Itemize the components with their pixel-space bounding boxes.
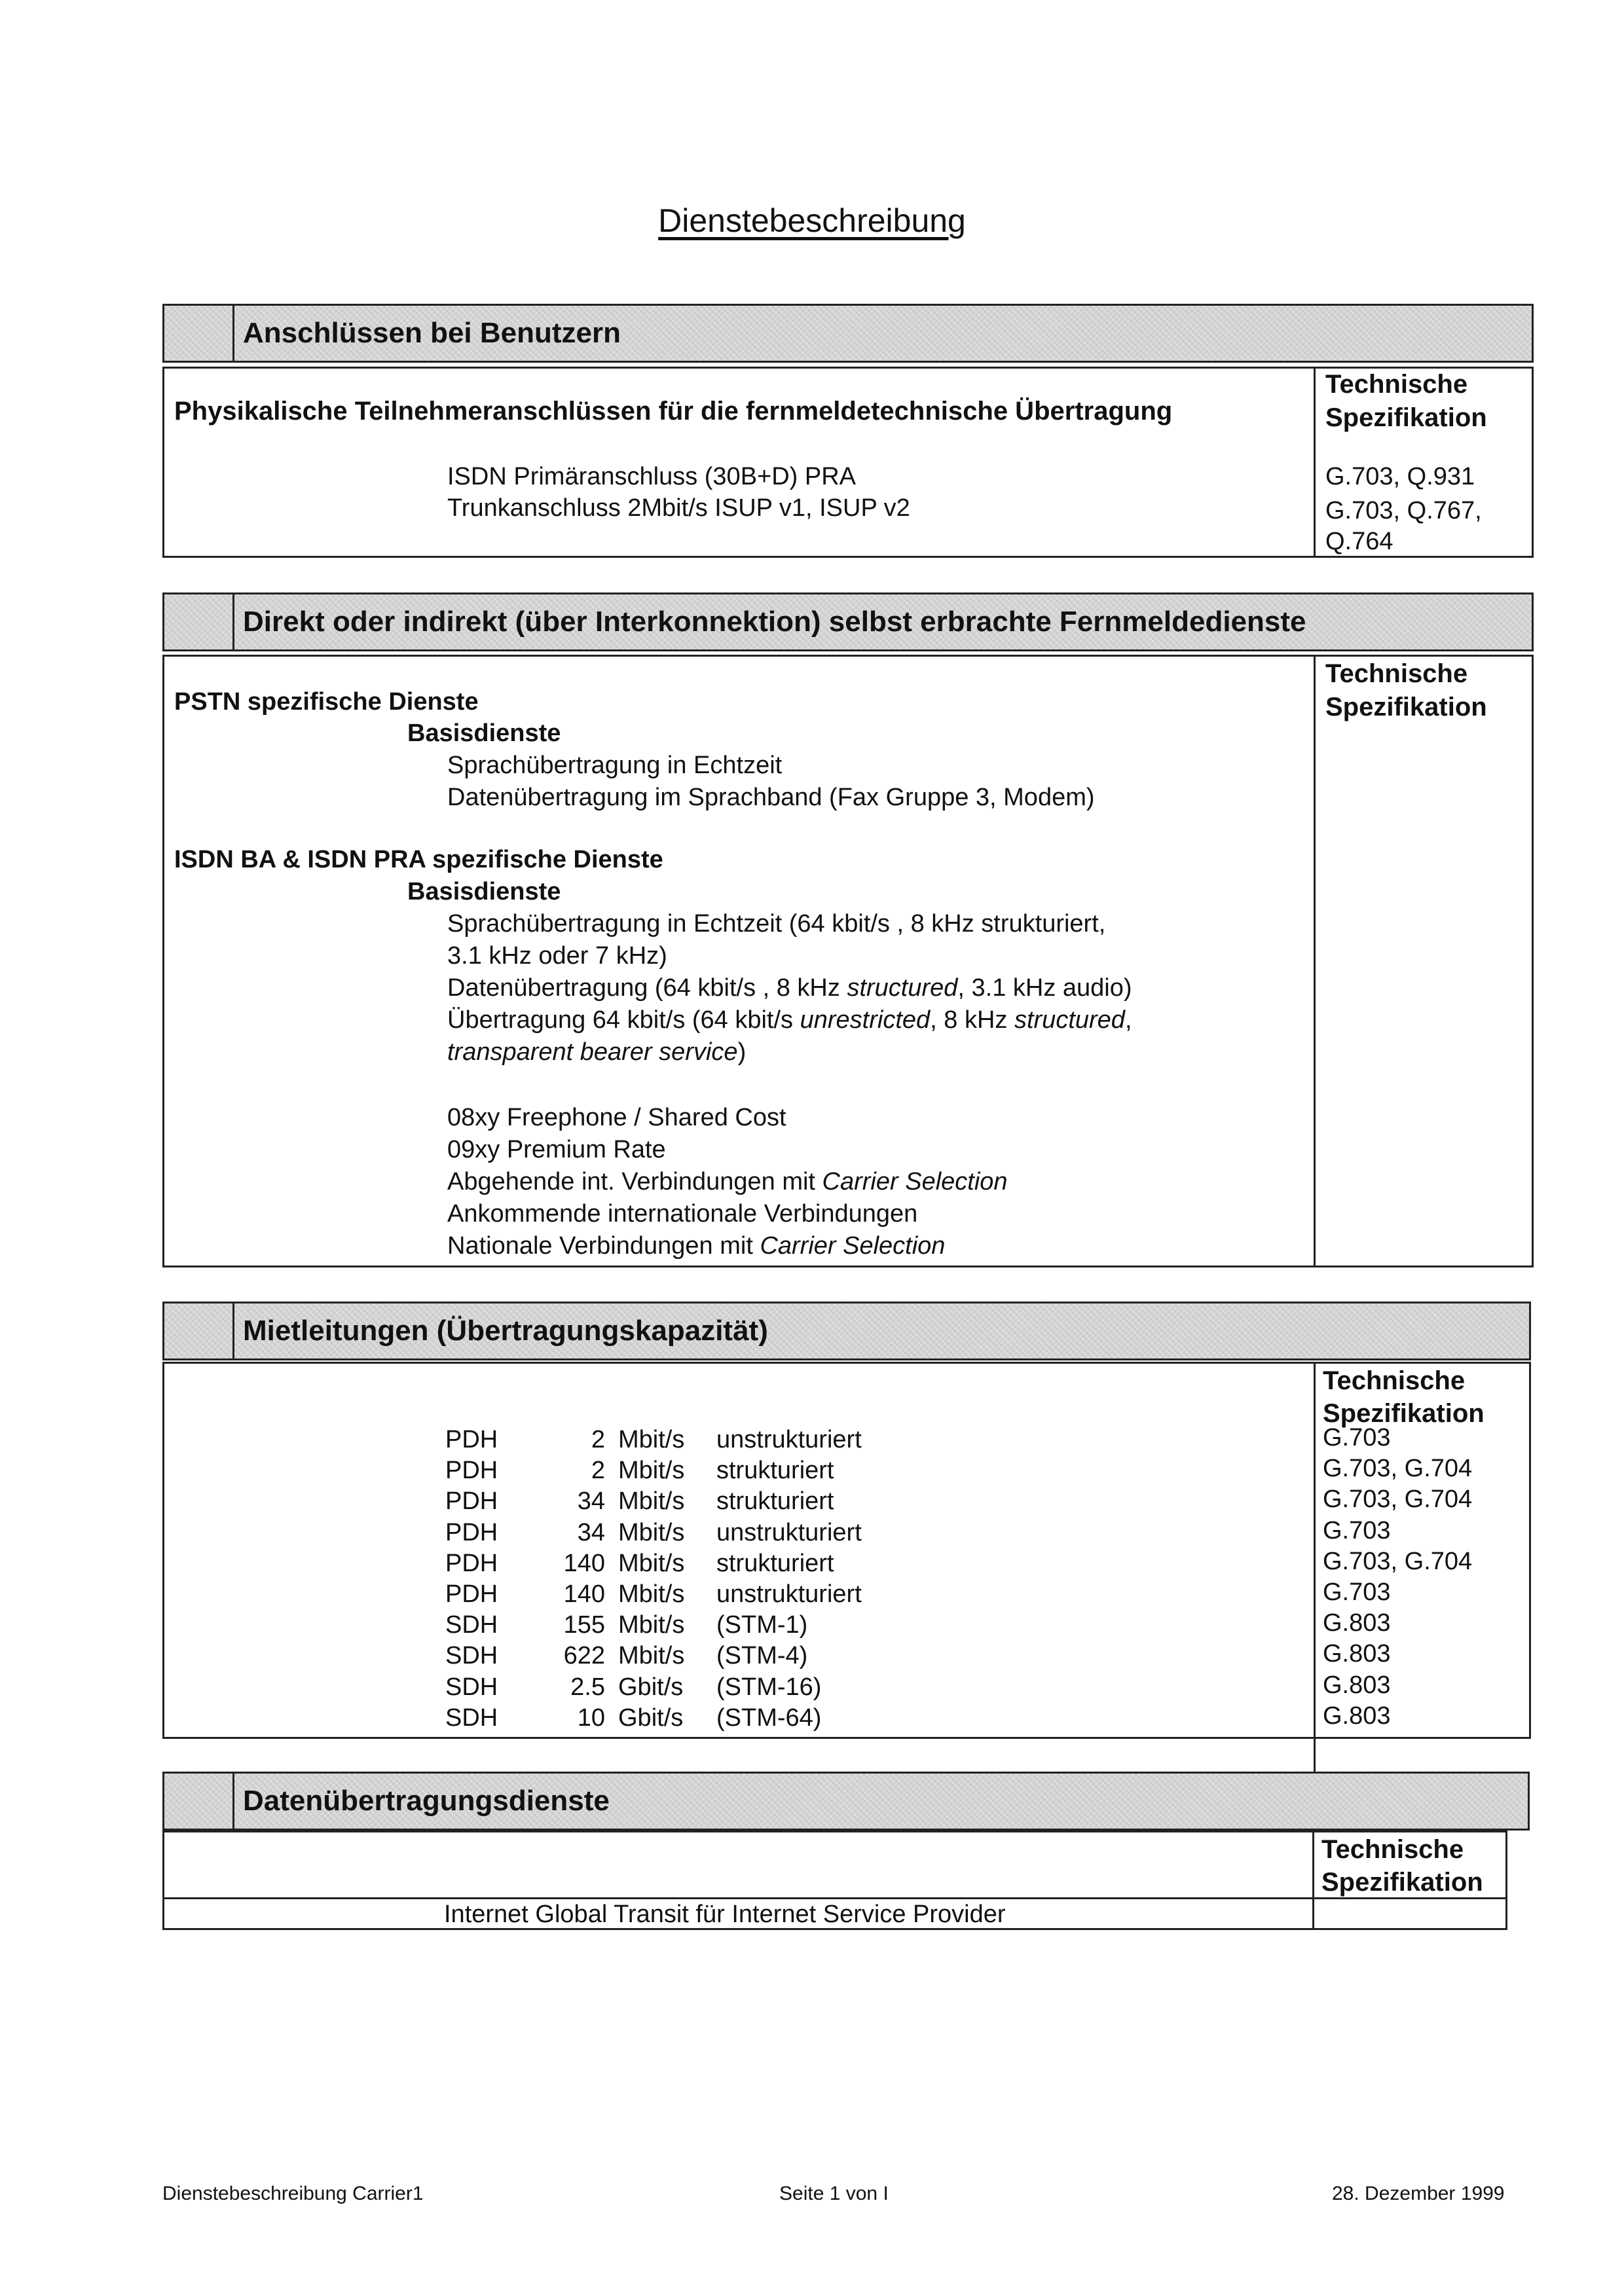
leased-line-rate: 155 [563,1611,605,1639]
section-1-spec-divider [1314,367,1316,558]
leased-line-type: unstrukturiert [716,1519,862,1546]
leased-line-row [445,1704,926,1732]
leased-line-tech: SDH [445,1673,498,1701]
leased-line-rate: 2 [591,1426,605,1453]
leased-line-spec: G.803 [1323,1609,1391,1637]
section-1-heading: Anschlüssen bei Benutzern [243,317,621,349]
section-4-item: Internet Global Transit für Internet Service Provider [444,1901,1006,1928]
leased-line-row [445,1519,926,1547]
leased-line-type: (STM-16) [716,1673,822,1701]
isdn-line-1: Sprachübertragung in Echtzeit (64 kbit/s , 8 kHz strukturiert, [447,910,1106,938]
section-3-spec-header-1: Technische [1323,1366,1466,1395]
leased-line-rate: 34 [577,1519,605,1546]
section-4-spec-divider [1312,1831,1314,1930]
isdn-line-3 [447,972,1132,1004]
leased-line-unit: Mbit/s [618,1426,685,1453]
leased-line-tech: PDH [445,1457,498,1484]
leased-line-row [445,1550,926,1578]
leased-line-rate: 140 [563,1550,605,1577]
extra-line-3-b: Carrier Selection [822,1168,1008,1195]
leased-line-type: strukturiert [716,1550,834,1577]
section-1-item-2-text: Trunkanschluss 2Mbit/s ISUP v1, ISUP v2 [447,494,910,522]
section-4-spec-header-1: Technische [1321,1835,1464,1864]
section-2-header [162,592,1534,651]
leased-line-spec: G.703, G.704 [1323,1455,1473,1482]
section-1-item-2-spec-1: G.703, Q.767, [1325,497,1482,524]
leased-line-spec: G.803 [1323,1702,1391,1730]
section-4-spec-header-2: Spezifikation [1321,1868,1483,1897]
leased-line-spec: G.803 [1323,1671,1391,1699]
leased-line-spec: G.703 [1323,1424,1391,1451]
section-4-heading: Datenübertragungsdienste [243,1785,610,1817]
leased-line-type: (STM-64) [716,1704,822,1732]
leased-line-unit: Mbit/s [618,1550,685,1577]
leased-line-unit: Mbit/s [618,1487,685,1515]
leased-line-rate: 2.5 [570,1673,605,1701]
section-1-item-1 [447,461,856,493]
section-1-header-notch [164,306,234,361]
pstn-item-2: Datenübertragung im Sprachband (Fax Gruppe 3, Modem) [447,784,1095,811]
leased-line-type: strukturiert [716,1457,834,1484]
section-1-spec-header-1: Technische [1325,370,1468,399]
pstn-item-1: Sprachübertragung in Echtzeit [447,752,783,779]
isdn-line-5 [447,1036,746,1068]
leased-line-spec: G.703, G.704 [1323,1548,1473,1575]
isdn-line-4-a: Übertragung 64 kbit/s (64 kbit/s [447,1006,800,1034]
leased-line-row [445,1611,926,1639]
isdn-line-4 [447,1004,1132,1036]
section-4-header [162,1772,1530,1831]
section-1-spec-header-2: Spezifikation [1325,403,1487,432]
leased-line-spec: G.703, G.704 [1323,1485,1473,1513]
extra-line-1: 08xy Freephone / Shared Cost [447,1104,786,1131]
section-1-item-1-text: ISDN Primäranschluss (30B+D) PRA [447,463,857,490]
leased-line-row [445,1580,926,1609]
leased-line-rate: 2 [591,1457,605,1484]
extra-line-4: Ankommende internationale Verbindungen [447,1200,918,1228]
extra-line-2: 09xy Premium Rate [447,1136,666,1163]
section-4-header-notch [164,1774,234,1829]
leased-line-spec: G.703 [1323,1578,1391,1606]
leased-line-spec: G.703 [1323,1517,1391,1544]
extra-line-3-a: Abgehende int. Verbindungen mit [447,1168,822,1195]
section-3-header-notch [164,1303,234,1358]
extra-line-3 [447,1166,1008,1198]
leased-line-type: strukturiert [716,1487,834,1515]
section-2-spec-header-2: Spezifikation [1325,693,1487,721]
section-1-item-2 [447,492,910,524]
page-title: Dienstebeschreibung [658,202,966,239]
section-3-heading: Mietleitungen (Übertragungskapazität) [243,1315,768,1347]
isdn-title: ISDN BA & ISDN PRA spezifische Dienste [174,846,663,873]
leased-line-unit: Mbit/s [618,1611,685,1639]
leased-line-row [445,1487,926,1516]
leased-line-rate: 34 [577,1487,605,1515]
leased-line-row [445,1642,926,1670]
leased-line-tech: PDH [445,1426,498,1453]
section-1-subheading: Physikalische Teilnehmeranschlüssen für die fernmeldetechnische Übertragung [174,397,1173,426]
footer-page: Seite 1 von I [779,2183,889,2204]
leased-line-type: unstrukturiert [716,1580,862,1608]
leased-line-rate: 140 [563,1580,605,1608]
section-3-spec-divider [1314,1362,1316,1772]
isdn-line-4-d: structured [1014,1006,1125,1034]
section-2-spec-header-1: Technische [1325,659,1468,688]
extra-line-5-a: Nationale Verbindungen mit [447,1232,760,1260]
leased-line-unit: Mbit/s [618,1519,685,1546]
leased-line-unit: Mbit/s [618,1580,685,1608]
section-2-spec-divider [1314,655,1316,1267]
section-1-item-1-spec: G.703, Q.931 [1325,463,1475,490]
extra-line-5-b: Carrier Selection [760,1232,946,1260]
isdn-line-5-b: ) [737,1038,747,1066]
leased-line-tech: SDH [445,1704,498,1732]
section-2-heading: Direkt oder indirekt (über Interkonnektion) selbst erbrachte Fernmeldedienste [243,606,1306,638]
section-2-header-notch [164,594,234,649]
isdn-line-3-a: Datenübertragung (64 kbit/s , 8 kHz [447,974,847,1002]
leased-line-row [445,1673,926,1702]
leased-line-type: (STM-1) [716,1611,808,1639]
leased-line-unit: Mbit/s [618,1457,685,1484]
leased-line-tech: PDH [445,1519,498,1546]
section-3-header [162,1302,1531,1360]
leased-line-unit: Gbit/s [618,1704,684,1732]
leased-line-unit: Gbit/s [618,1673,684,1701]
leased-line-type: (STM-4) [716,1642,808,1669]
isdn-line-2: 3.1 kHz oder 7 kHz) [447,942,667,970]
leased-line-tech: SDH [445,1642,498,1669]
pstn-title: PSTN spezifische Dienste [174,688,479,716]
isdn-line-4-e: , [1124,1006,1132,1034]
isdn-line-4-b: unrestricted [800,1006,931,1034]
pstn-sub: Basisdienste [407,720,561,747]
leased-line-tech: SDH [445,1611,498,1639]
isdn-sub: Basisdienste [407,878,561,905]
leased-line-tech: PDH [445,1580,498,1608]
footer-left: Dienstebeschreibung Carrier1 [162,2183,424,2204]
leased-line-type: unstrukturiert [716,1426,862,1453]
isdn-line-4-c: , 8 kHz [930,1006,1014,1034]
leased-line-tech: PDH [445,1487,498,1515]
leased-line-unit: Mbit/s [618,1642,685,1669]
isdn-line-5-a: transparent bearer service [447,1038,738,1066]
section-1-header [162,304,1534,363]
leased-line-rate: 10 [577,1704,605,1732]
leased-line-row [445,1426,926,1454]
footer-date: 28. Dezember 1999 [1332,2183,1505,2204]
leased-line-rate: 622 [563,1642,605,1669]
isdn-line-3-c: , 3.1 kHz audio) [957,974,1132,1002]
section-1-item-2-spec-2: Q.764 [1325,528,1393,555]
leased-line-spec: G.803 [1323,1640,1391,1667]
leased-line-tech: PDH [445,1550,498,1577]
section-3-spec-header-2: Spezifikation [1323,1399,1485,1428]
leased-line-row [445,1457,926,1485]
extra-line-5 [447,1230,945,1262]
isdn-line-3-b: structured [847,974,958,1002]
